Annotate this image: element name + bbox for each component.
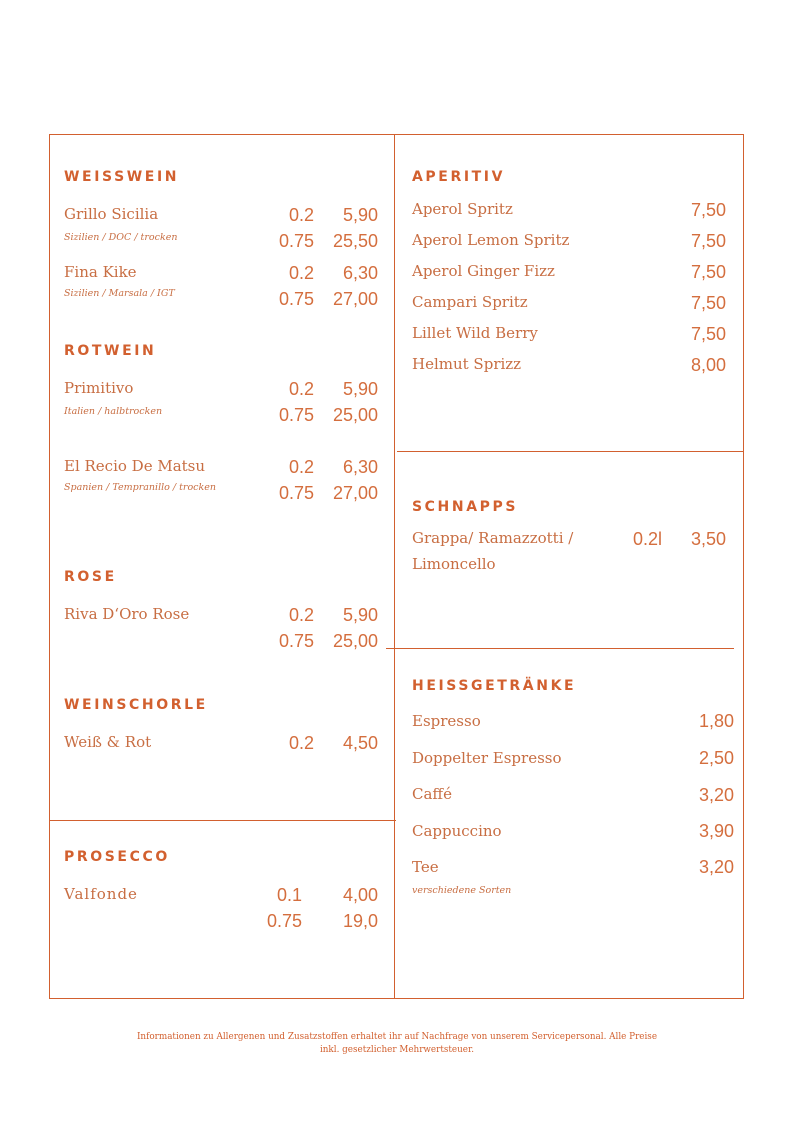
item-name: Grappa/ Ramazzotti / (412, 529, 574, 547)
item-name: Grillo Sicilia (64, 205, 159, 223)
section-heading-aperitiv: APERITIV (412, 169, 506, 185)
item-name: Campari Spritz (412, 293, 528, 311)
item-description: Italien / halbtrocken (64, 406, 163, 417)
item-size: 0.2l (632, 529, 662, 549)
footer-line-2: inkl. gesetzlicher Mehrwertsteuer. (319, 1045, 475, 1055)
item-price: 5,90 (342, 605, 378, 625)
frame-top-line (49, 134, 744, 135)
item-description: Sizilien / DOC / trocken (64, 232, 178, 243)
item-size: 0.2 (288, 733, 314, 753)
item-size: 0.75 (278, 483, 314, 503)
item-name: Doppelter Espresso (412, 749, 562, 767)
item-size: 0.2 (288, 379, 314, 399)
item-description: Sizilien / Marsala / IGT (64, 288, 175, 299)
item-price: 19,0 (342, 911, 378, 931)
item-price: 6,30 (342, 263, 378, 283)
item-description: verschiedene Sorten (412, 885, 512, 896)
frame-bottom-line (49, 998, 744, 999)
item-price: 25,50 (332, 231, 378, 251)
item-price: 4,50 (342, 733, 378, 753)
divider-left-prosecco (49, 820, 396, 821)
section-heading-weinschorle: WEINSCHORLE (64, 697, 208, 713)
item-name: Aperol Lemon Spritz (412, 231, 570, 249)
item-name: Caffé (412, 785, 452, 803)
frame-center-line (394, 134, 395, 999)
item-name: El Recio De Matsu (64, 457, 206, 475)
item-name: Espresso (412, 712, 481, 730)
item-size: 0.2 (288, 263, 314, 283)
item-price: 3,20 (698, 785, 734, 805)
frame-right-line (743, 134, 744, 999)
item-name-continued: Limoncello (412, 555, 496, 573)
section-heading-weisswein: WEISSWEIN (64, 169, 180, 185)
item-name: Aperol Ginger Fizz (412, 262, 555, 280)
frame-left-line (49, 134, 50, 999)
item-name: Riva D‘Oro Rose (64, 605, 190, 623)
item-size: 0.2 (288, 205, 314, 225)
item-price: 6,30 (342, 457, 378, 477)
divider-right-heiss (386, 648, 734, 649)
item-price: 25,00 (332, 405, 378, 425)
item-size: 0.2 (288, 605, 314, 625)
item-price: 8,00 (690, 355, 726, 375)
item-name: Helmut Sprizz (412, 355, 522, 373)
item-name: Aperol Spritz (412, 200, 513, 218)
item-price: 7,50 (690, 262, 726, 282)
item-price: 7,50 (690, 231, 726, 251)
item-price: 1,80 (698, 711, 734, 731)
item-price: 7,50 (690, 293, 726, 313)
section-heading-schnapps: SCHNAPPS (412, 499, 519, 515)
item-price: 3,20 (698, 857, 734, 877)
footer-line-1: Informationen zu Allergenen und Zusatzstoffen erhaltet ihr auf Nachfrage von unserem Servicepersonal. Alle Preise (136, 1032, 658, 1042)
item-size: 0.75 (278, 289, 314, 309)
item-price: 5,90 (342, 379, 378, 399)
item-price: 3,50 (690, 529, 726, 549)
item-name: Cappuccino (412, 822, 502, 840)
footer-note (70, 1031, 724, 1057)
item-price: 25,00 (332, 631, 378, 651)
divider-right-schnapps (397, 451, 744, 452)
section-heading-heissgetraenke: HEISSGETRÄNKE (412, 678, 577, 694)
item-size: 0.2 (288, 457, 314, 477)
item-size: 0.75 (278, 631, 314, 651)
item-name: Valfonde (64, 885, 138, 903)
item-name: Primitivo (64, 379, 134, 397)
item-name: Fina Kike (64, 263, 137, 281)
item-price: 4,00 (342, 885, 378, 905)
item-name: Tee (412, 858, 439, 876)
item-price: 7,50 (690, 200, 726, 220)
item-size: 0.75 (266, 911, 302, 931)
section-heading-rotwein: ROTWEIN (64, 343, 157, 359)
item-size: 0.1 (276, 885, 302, 905)
item-price: 27,00 (332, 483, 378, 503)
item-price: 27,00 (332, 289, 378, 309)
item-price: 2,50 (698, 748, 734, 768)
item-name: Lillet Wild Berry (412, 324, 538, 342)
section-heading-prosecco: PROSECCO (64, 849, 170, 865)
item-price: 3,90 (698, 821, 734, 841)
item-price: 7,50 (690, 324, 726, 344)
item-description: Spanien / Tempranillo / trocken (64, 482, 216, 493)
item-price: 5,90 (342, 205, 378, 225)
item-size: 0.75 (278, 405, 314, 425)
item-size: 0.75 (278, 231, 314, 251)
section-heading-rose: ROSE (64, 569, 117, 585)
item-name: Weiß & Rot (64, 733, 152, 751)
